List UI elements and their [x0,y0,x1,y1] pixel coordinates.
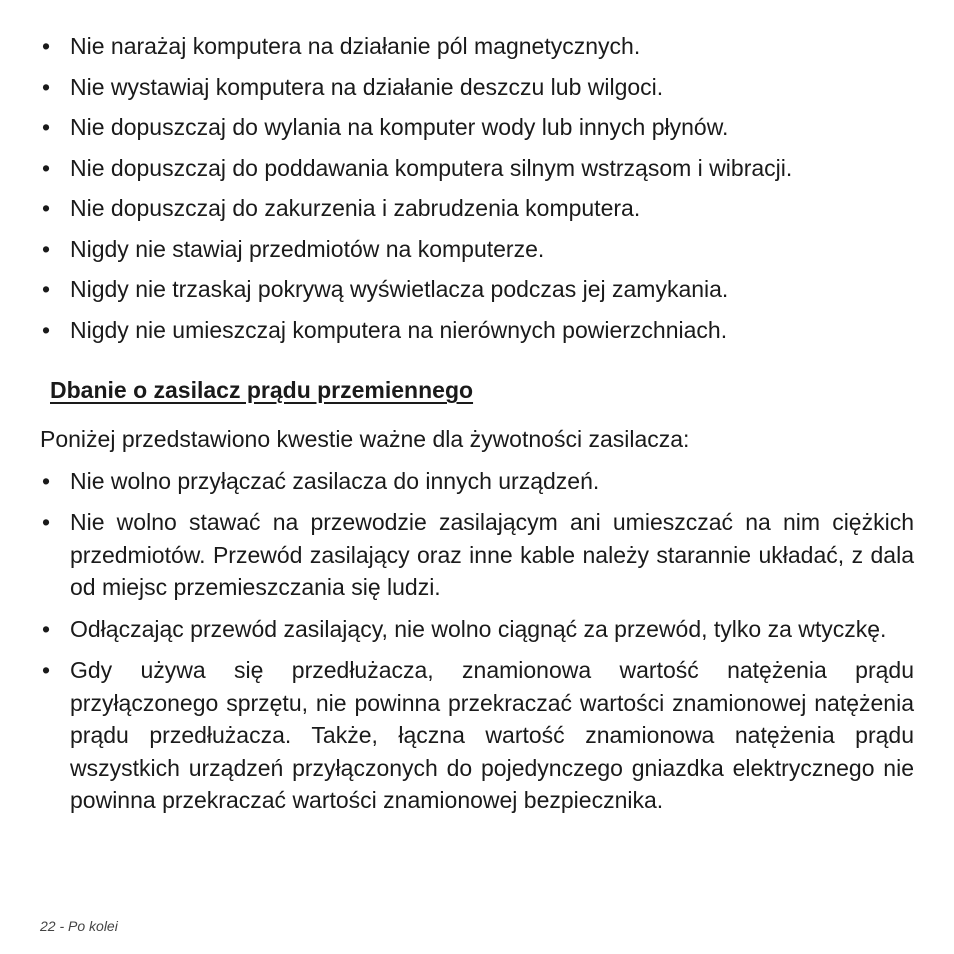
bullet-icon: • [41,114,51,140]
list-item-text: Nie narażaj komputera na działanie pól magnetycznych. [70,33,641,59]
list-item [40,654,914,817]
list-item [40,111,914,144]
bullet-icon: • [41,615,51,642]
bullet-icon: • [41,33,51,59]
list-item-text: Nigdy nie trzaskaj pokrywą wyświetlacza podczas jej zamykania. [70,276,729,302]
list-item-text: Nigdy nie stawiaj przedmiotów na komputerze. [70,235,545,262]
list-item [40,465,914,498]
bullet-icon: • [41,467,51,494]
bullet-icon: • [41,657,51,683]
computer-care-list [40,30,914,346]
list-item-text: Nie dopuszczaj do wylania na komputer wody lub innych płynów. [70,114,729,140]
bullet-icon: • [41,195,51,221]
bullet-icon: • [41,235,51,262]
list-item [40,273,914,306]
list-item [40,30,914,63]
list-item [40,71,914,104]
list-item-text: Nigdy nie umieszczaj komputera na nierównych powierzchniach. [70,316,728,343]
bullet-icon: • [41,154,51,181]
page-footer: 22 - Po kolei [40,918,118,934]
list-item-text: Odłączając przewód zasilający, nie wolno ciągnąć za przewód, tylko za wtyczkę. [70,615,887,642]
list-item-text: Gdy używa się przedłużacza, znamionowa wartość natężenia prądu przyłączonego sprzętu, nie powinna przekraczać wartości znamionowej natężenia prądu przedłużacza. Także, łączna wartość znamionowa natężenia prądu wszystkich urządzeń przyłączonych do pojedynczego gniazdka elektrycznego nie powinna przekraczać wartości znamionowej bezpiecznika. [70,657,914,813]
list-item-text: Nie dopuszczaj do poddawania komputera silnym wstrząsom i wibracji. [70,154,793,181]
list-item [40,233,914,266]
bullet-icon: • [41,509,51,535]
section-heading: Dbanie o zasilacz prądu przemiennego [50,377,474,403]
list-item-text: Nie wystawiaj komputera na działanie deszczu lub wilgoci. [70,73,664,100]
list-item-text: Nie wolno przyłączać zasilacza do innych urządzeń. [70,467,600,494]
list-item [40,152,914,185]
section-intro: Poniżej przedstawiono kwestie ważne dla żywotności zasilacza: [40,426,690,452]
list-item [40,314,914,347]
list-item-text: Nie dopuszczaj do zakurzenia i zabrudzenia komputera. [70,195,641,221]
document-page [40,30,914,817]
list-item [40,613,914,646]
bullet-icon: • [41,73,51,100]
bullet-icon: • [41,316,51,343]
list-item [40,192,914,225]
list-item-text: Nie wolno stawać na przewodzie zasilającym ani umieszczać na nim ciężkich przedmiotów. Przewód zasilający oraz inne kable należy starannie układać, z dala od miejsc przemieszczania się ludzi. [70,509,914,600]
list-item [40,506,914,604]
bullet-icon: • [41,276,51,302]
ac-adapter-care-list [40,465,914,817]
